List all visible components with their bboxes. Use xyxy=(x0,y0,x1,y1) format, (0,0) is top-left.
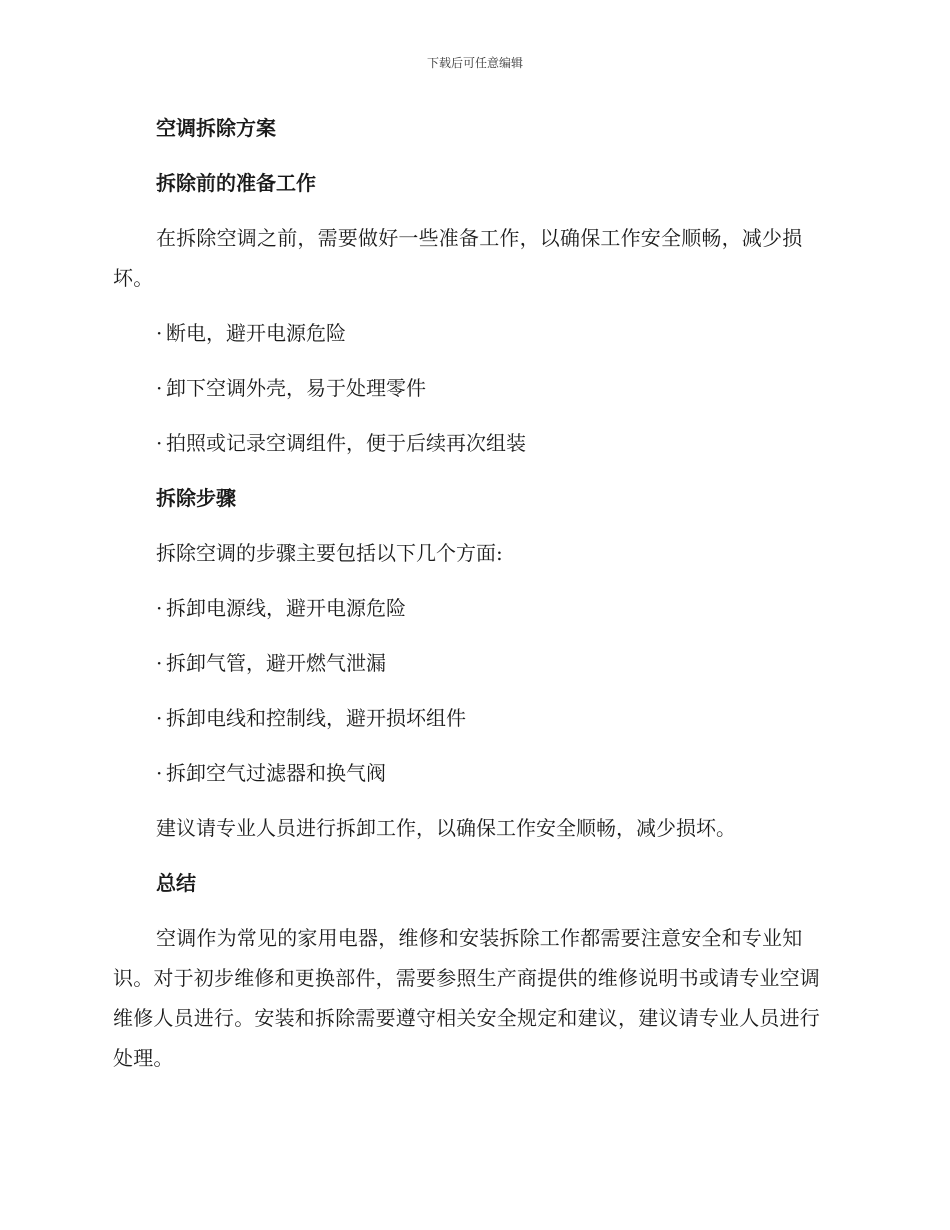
document-body xyxy=(113,108,833,1093)
list-item-text: 拆卸电源线，避开电源危险 xyxy=(166,596,406,620)
bullet-icon: · xyxy=(156,321,163,345)
bullet-icon: · xyxy=(156,596,163,620)
steps-advice: 建议请专业人员进行拆卸工作，以确保工作安全顺畅，减少损坏。 xyxy=(156,816,736,840)
list-item-text: 拆卸气管，避开燃气泄漏 xyxy=(166,651,386,675)
steps-intro: 拆除空调的步骤主要包括以下几个方面: xyxy=(156,541,503,565)
bullet-icon: · xyxy=(156,431,163,455)
list-item-text: 拆卸空气过滤器和换气阀 xyxy=(166,761,386,785)
bullet-icon: · xyxy=(156,761,163,785)
list-item xyxy=(113,753,833,793)
section-heading-preparation: 拆除前的准备工作 xyxy=(156,171,316,195)
document-title: 空调拆除方案 xyxy=(156,116,276,140)
list-item-text: 拆卸电线和控制线，避开损坏组件 xyxy=(166,706,466,730)
list-item-text: 卸下空调外壳，易于处理零件 xyxy=(166,376,426,400)
list-item xyxy=(113,643,833,683)
page-header: 下载后可任意编辑 xyxy=(426,56,523,70)
list-item-text: 断电，避开电源危险 xyxy=(166,321,346,345)
list-item-text: 拍照或记录空调组件，便于后续再次组装 xyxy=(166,431,526,455)
list-item xyxy=(113,588,833,628)
preparation-intro: 在拆除空调之前，需要做好一些准备工作，以确保工作安全顺畅，减少损坏。 xyxy=(113,226,803,290)
list-item xyxy=(113,698,833,738)
bullet-icon: · xyxy=(156,706,163,730)
list-item xyxy=(113,313,833,353)
list-item xyxy=(113,368,833,408)
bullet-icon: · xyxy=(156,651,163,675)
summary-paragraph: 空调作为常见的家用电器，维修和安装拆除工作都需要注意安全和专业知识。对于初步维修和更换部件，需要参照生产商提供的维修说明书或请专业空调维修人员进行。安装和拆除需要遵守相关安全规定和建议，建议请专业人员进行处理。 xyxy=(113,926,820,1070)
section-heading-summary: 总结 xyxy=(156,871,196,895)
list-item xyxy=(113,423,833,463)
section-heading-steps: 拆除步骤 xyxy=(156,486,236,510)
bullet-icon: · xyxy=(156,376,163,400)
